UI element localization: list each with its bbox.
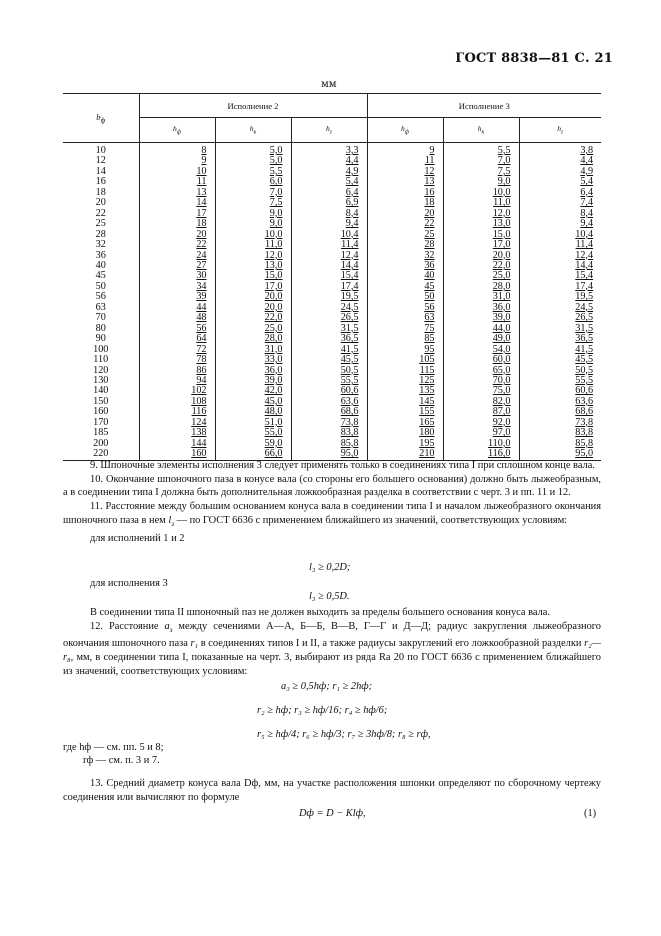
table-cell: 8,4 xyxy=(519,209,601,219)
table-cell: 60,0 xyxy=(443,355,519,365)
table-cell: 9,4 xyxy=(519,219,601,229)
sub-header-h4: $h_ф$ xyxy=(367,118,443,143)
table-row xyxy=(63,397,601,407)
table-cell: 60,6 xyxy=(519,386,601,396)
table-cell: 11 xyxy=(139,177,215,187)
table-cell: 39,0 xyxy=(443,313,519,323)
table-row xyxy=(63,240,601,250)
table-row xyxy=(63,209,601,219)
table-row xyxy=(63,376,601,386)
table-cell: 45,0 xyxy=(215,397,291,407)
table-cell: 85 xyxy=(367,334,443,344)
table-cell: 59,0 xyxy=(215,439,291,449)
table-cell: 17,0 xyxy=(443,240,519,250)
table-cell: 50,5 xyxy=(291,366,367,376)
table-cell: 56 xyxy=(367,303,443,313)
table-cell: 55,0 xyxy=(215,428,291,438)
table-cell: 31,5 xyxy=(519,324,601,334)
body-text-2 xyxy=(63,606,601,679)
table-cell: 7,0 xyxy=(215,188,291,198)
table-cell: 75,0 xyxy=(443,386,519,396)
table-cell: 16 xyxy=(95,176,106,188)
table-cell: 31,0 xyxy=(215,345,291,355)
table-cell: 28 xyxy=(367,240,443,250)
table-cell: 68,6 xyxy=(291,407,367,417)
table-cell: 18 xyxy=(95,186,106,198)
table-cell: 4,4 xyxy=(519,156,601,166)
table-cell: 28,0 xyxy=(215,334,291,344)
table-cell: 14 xyxy=(139,198,215,208)
table-cell: 20,0 xyxy=(215,292,291,302)
table-cell: 150 xyxy=(93,395,109,407)
table-cell: 11,4 xyxy=(519,240,601,250)
table-cell: 6,4 xyxy=(291,188,367,198)
table-cell: 11,0 xyxy=(215,240,291,250)
table-row xyxy=(63,261,601,271)
table-cell: 56 xyxy=(139,324,215,334)
table-cell: 97,0 xyxy=(443,428,519,438)
table-cell: 15,0 xyxy=(443,230,519,240)
table-row xyxy=(63,271,601,281)
table-cell: 10,4 xyxy=(291,230,367,240)
table-cell: 28,0 xyxy=(443,282,519,292)
table-cell: 105 xyxy=(367,355,443,365)
formula-12-line3: r₅ ≥ hф/4; r₆ ≥ hф/3; r₇ ≥ 3hф/8; r₈ ≥ rф, xyxy=(257,729,431,740)
table-cell: 144 xyxy=(139,439,215,449)
label-versions-1-2: для исполнений 1 и 2 xyxy=(90,532,185,544)
table-cell: 56 xyxy=(95,291,106,303)
table-cell: 11 xyxy=(367,156,443,166)
table-row xyxy=(63,428,601,438)
table-cell: 4,4 xyxy=(291,156,367,166)
table-row xyxy=(63,230,601,240)
table-cell: 116 xyxy=(139,407,215,417)
table-cell: 165 xyxy=(367,418,443,428)
para-13: 13. Средний диаметр конуса вала Dф, мм, на участке расположения шпонки определяют по сборочному чертежу соединения или вычисляют по формуле xyxy=(63,778,601,803)
table-cell: 140 xyxy=(93,385,109,397)
table-cell: 5,0 xyxy=(215,143,291,157)
table-cell: 73,8 xyxy=(291,418,367,428)
table-cell: 5,5 xyxy=(443,143,519,157)
table-cell: 116,0 xyxy=(443,449,519,460)
table-unit: мм xyxy=(321,79,337,90)
group-header-2: Исполнение 2 xyxy=(139,94,367,118)
table-cell: 110,0 xyxy=(443,439,519,449)
table-cell: 17,4 xyxy=(291,282,367,292)
table-cell: 66,0 xyxy=(215,449,291,460)
table-cell: 45,5 xyxy=(519,355,601,365)
table-cell: 60,6 xyxy=(291,386,367,396)
col-b-header: $b_ф$ xyxy=(63,94,139,143)
table-row xyxy=(63,313,601,323)
table-cell: 4,9 xyxy=(291,167,367,177)
table-cell: 27 xyxy=(139,261,215,271)
table-cell: 9 xyxy=(139,156,215,166)
table-cell: 65,0 xyxy=(443,366,519,376)
table-cell: 10,0 xyxy=(443,188,519,198)
table-cell: 3,3 xyxy=(291,143,367,157)
table-cell: 125 xyxy=(367,376,443,386)
table-cell: 63 xyxy=(95,301,106,313)
table-cell: 68,6 xyxy=(519,407,601,417)
table-cell: 31,5 xyxy=(291,324,367,334)
table-cell: 135 xyxy=(367,386,443,396)
table-cell: 45 xyxy=(95,270,106,282)
table-row xyxy=(63,198,601,208)
table-cell: 55,5 xyxy=(291,376,367,386)
table-cell: 13 xyxy=(367,177,443,187)
table-cell: 14,4 xyxy=(519,261,601,271)
table-row xyxy=(63,324,601,334)
table-row xyxy=(63,188,601,198)
table-row xyxy=(63,418,601,428)
table-cell: 83,8 xyxy=(519,428,601,438)
table-cell: 17 xyxy=(139,209,215,219)
body-text xyxy=(63,459,601,545)
table-row xyxy=(63,156,601,166)
table-cell: 12,0 xyxy=(443,209,519,219)
table-cell: 44,0 xyxy=(443,324,519,334)
table-cell: 170 xyxy=(93,416,109,428)
table-cell: 50,5 xyxy=(519,366,601,376)
table-cell: 10 xyxy=(139,167,215,177)
table-cell: 80 xyxy=(95,322,106,334)
table-cell: 115 xyxy=(367,366,443,376)
table-cell: 49,0 xyxy=(443,334,519,344)
table-cell: 36,0 xyxy=(443,303,519,313)
table-cell: 195 xyxy=(367,439,443,449)
table-cell: 42,0 xyxy=(215,386,291,396)
dimensions-table xyxy=(63,93,601,461)
table-cell: 70,0 xyxy=(443,376,519,386)
table-cell: 36,5 xyxy=(519,334,601,344)
formula-l3-v3: l₃ ≥ 0,5D. xyxy=(309,591,350,602)
table-cell: 20 xyxy=(139,230,215,240)
table-cell: 18 xyxy=(139,219,215,229)
table-cell: 5,4 xyxy=(291,177,367,187)
table-cell: 9,0 xyxy=(215,219,291,229)
table-row xyxy=(63,292,601,302)
table-cell: 83,8 xyxy=(291,428,367,438)
table-cell: 185 xyxy=(93,427,109,439)
table-cell: 50 xyxy=(367,292,443,302)
table-cell: 7,4 xyxy=(519,198,601,208)
table-row xyxy=(63,355,601,365)
sub-header-h3: $h_г$ xyxy=(291,118,367,143)
table-cell: 13,0 xyxy=(443,219,519,229)
table-cell: 22 xyxy=(367,219,443,229)
table-cell: 5,5 xyxy=(215,167,291,177)
table-row xyxy=(63,303,601,313)
where-line-2: rф — см. п. 3 и 7. xyxy=(83,755,160,766)
table-cell: 40 xyxy=(95,259,106,271)
table-cell: 6,0 xyxy=(215,177,291,187)
table-cell: 10 xyxy=(95,145,106,156)
table-cell: 25,0 xyxy=(215,324,291,334)
table-cell: 10,4 xyxy=(519,230,601,240)
table-row xyxy=(63,282,601,292)
table-cell: 22,0 xyxy=(215,313,291,323)
table-cell: 9,4 xyxy=(291,219,367,229)
table-cell: 20 xyxy=(367,209,443,219)
sub-header-h5: $h_к$ xyxy=(443,118,519,143)
table-cell: 41,5 xyxy=(291,345,367,355)
sub-header-h6: $h_г$ xyxy=(519,118,601,143)
table-cell: 45 xyxy=(367,282,443,292)
table-cell: 86 xyxy=(139,366,215,376)
formula-l3-v12: l₃ ≥ 0,2D; xyxy=(309,562,351,573)
table-cell: 87,0 xyxy=(443,407,519,417)
table-cell: 6,4 xyxy=(519,188,601,198)
table-cell: 41,5 xyxy=(519,345,601,355)
table-cell: 40 xyxy=(367,271,443,281)
table-cell: 5,4 xyxy=(519,177,601,187)
table-cell: 48,0 xyxy=(215,407,291,417)
table-cell: 15,0 xyxy=(215,271,291,281)
table-cell: 180 xyxy=(367,428,443,438)
table-cell: 48 xyxy=(139,313,215,323)
group-header-3: Исполнение 3 xyxy=(367,94,601,118)
table-cell: 11,0 xyxy=(443,198,519,208)
table-cell: 20,0 xyxy=(443,251,519,261)
table-row xyxy=(63,143,601,157)
table-cell: 95,0 xyxy=(519,449,601,460)
table-cell: 63,6 xyxy=(291,397,367,407)
table-cell: 36,0 xyxy=(215,366,291,376)
table-cell: 108 xyxy=(139,397,215,407)
formula-13: Dф = D − Klф, xyxy=(299,808,366,819)
table-row xyxy=(63,219,601,229)
table-row xyxy=(63,251,601,261)
table-row xyxy=(63,366,601,376)
table-cell: 10,0 xyxy=(215,230,291,240)
table-cell: 39,0 xyxy=(215,376,291,386)
table-cell: 120 xyxy=(93,364,109,376)
table-cell: 24,5 xyxy=(519,303,601,313)
table-cell: 20,0 xyxy=(215,303,291,313)
para-11: 11. Расстояние между большим основанием конуса вала в соединении типа I и началом лыжеобразного окончания шпоночного паза в нем $l_з$ — по ГОСТ 6636 с применением ближайшего из значений, соответствующих условиям: xyxy=(63,501,601,528)
table-cell: 4,9 xyxy=(519,167,601,177)
table-cell: 24 xyxy=(139,251,215,261)
table-cell: 7,5 xyxy=(215,198,291,208)
table-cell: 28 xyxy=(95,228,106,240)
table-cell: 54,0 xyxy=(443,345,519,355)
table-cell: 12,4 xyxy=(519,251,601,261)
table-cell: 44 xyxy=(139,303,215,313)
table-cell: 36 xyxy=(95,249,106,261)
table-cell: 110 xyxy=(93,354,109,366)
para-10: 10. Окончание шпоночного паза в конусе вала (со стороны его большего основания) должно быть лыжеобразным, а в соединении типа I должна быть дополнительная ложкообразная разделка в соответствии с черт. 3 и пп. 11 и 12. xyxy=(63,473,601,499)
page-header: ГОСТ 8838—81 С. 21 xyxy=(455,51,613,66)
table-cell: 9,0 xyxy=(215,209,291,219)
table-cell: 73,8 xyxy=(519,418,601,428)
table-cell: 15,4 xyxy=(291,271,367,281)
table-cell: 22 xyxy=(95,207,106,219)
table-cell: 45,5 xyxy=(291,355,367,365)
table-cell: 145 xyxy=(367,397,443,407)
equation-number: (1) xyxy=(584,808,597,819)
table-cell: 210 xyxy=(367,449,443,460)
table-cell: 22,0 xyxy=(443,261,519,271)
table-cell: 20 xyxy=(95,197,106,209)
table-cell: 6,9 xyxy=(291,198,367,208)
table-cell: 220 xyxy=(63,449,139,460)
table-cell: 33,0 xyxy=(215,355,291,365)
table-row xyxy=(63,345,601,355)
table-cell: 25,0 xyxy=(443,271,519,281)
table-cell: 55,5 xyxy=(519,376,601,386)
table-cell: 90 xyxy=(95,333,106,345)
table-cell: 95,0 xyxy=(291,449,367,460)
table-cell: 64 xyxy=(139,334,215,344)
table-cell: 11,4 xyxy=(291,240,367,250)
table-cell: 14,4 xyxy=(291,261,367,271)
formula-12-line1: a₃ ≥ 0,5hф; r₁ ≥ 2hф; xyxy=(281,681,373,692)
table-cell: 100 xyxy=(93,343,109,355)
table-cell: 102 xyxy=(139,386,215,396)
para-type-ii: В соединении типа II шпоночный паз не должен выходить за пределы большего основания конуса вала. xyxy=(90,607,550,618)
table-cell: 26,5 xyxy=(291,313,367,323)
table-cell: 19,5 xyxy=(291,292,367,302)
table-cell: 26,5 xyxy=(519,313,601,323)
table-cell: 24,5 xyxy=(291,303,367,313)
table-cell: 14 xyxy=(95,165,106,177)
table-cell: 5,0 xyxy=(215,156,291,166)
table-row xyxy=(63,167,601,177)
table-cell: 32 xyxy=(95,239,106,251)
table-cell: 51,0 xyxy=(215,418,291,428)
table-row xyxy=(63,334,601,344)
table-cell: 34 xyxy=(139,282,215,292)
table-cell: 19,5 xyxy=(519,292,601,302)
table-cell: 9 xyxy=(367,143,443,157)
table-cell: 72 xyxy=(139,345,215,355)
table-cell: 85,8 xyxy=(519,439,601,449)
table-row xyxy=(63,386,601,396)
table-cell: 8 xyxy=(139,143,215,157)
table-cell: 25 xyxy=(95,218,106,230)
sub-header-h1: $h_ф$ xyxy=(139,118,215,143)
table-cell: 155 xyxy=(367,407,443,417)
table-cell: 36 xyxy=(367,261,443,271)
where-line-1: где hф — см. пп. 5 и 8; xyxy=(63,742,164,753)
table-cell: 13 xyxy=(139,188,215,198)
para-12: 12. Расстояние $a_з$ между сечениями А—А, Б—Б, В—В, Г—Г и Д—Д; радиус закругления лыжеобразного окончания шпоночного паза r₁ в соединениях типов I и II, а также радиусы закруглений его ложкообразной разделки r₂—r₈, мм, в соединении типа I, показанные на черт. 3, выбирают из ряда Ra 20 по ГОСТ 6636 с применением ближайшего из значений, соответствующих условиям: xyxy=(63,620,601,677)
table-cell: 12 xyxy=(367,167,443,177)
table-cell: 22 xyxy=(139,240,215,250)
table-cell: 70 xyxy=(95,312,106,324)
table-row xyxy=(63,407,601,417)
formula-12-line2: r₂ ≥ hф; r₃ ≥ hф/16; r₄ ≥ hф/6; xyxy=(257,705,388,716)
table-cell: 50 xyxy=(95,280,106,292)
table-cell: 16 xyxy=(367,188,443,198)
table-cell: 160 xyxy=(139,449,215,460)
table-row xyxy=(63,177,601,187)
table-cell: 7,0 xyxy=(443,156,519,166)
table-cell: 130 xyxy=(93,374,109,386)
table-cell: 32 xyxy=(367,251,443,261)
table-cell: 8,4 xyxy=(291,209,367,219)
table-cell: 85,8 xyxy=(291,439,367,449)
table-cell: 39 xyxy=(139,292,215,302)
table-cell: 9,0 xyxy=(443,177,519,187)
table-cell: 78 xyxy=(139,355,215,365)
table-cell: 17,4 xyxy=(519,282,601,292)
table-cell: 12 xyxy=(95,155,106,167)
table-cell: 12,4 xyxy=(291,251,367,261)
table-cell: 12,0 xyxy=(215,251,291,261)
table-cell: 30 xyxy=(139,271,215,281)
table-cell: 82,0 xyxy=(443,397,519,407)
table-cell: 200 xyxy=(93,437,109,449)
table-cell: 94 xyxy=(139,376,215,386)
table-cell: 138 xyxy=(139,428,215,438)
table-cell: 25 xyxy=(367,230,443,240)
table-cell: 31,0 xyxy=(443,292,519,302)
para-9: 9. Шпоночные элементы исполнения 3 следует применять только в соединениях типа I при сплошном конце вала. xyxy=(90,460,595,471)
table-cell: 3,8 xyxy=(519,143,601,157)
table-row xyxy=(63,439,601,449)
table-cell: 18 xyxy=(367,198,443,208)
table-cell: 92,0 xyxy=(443,418,519,428)
label-version-3: для исполнения 3 xyxy=(90,578,168,589)
table-cell: 17,0 xyxy=(215,282,291,292)
table-cell: 15,4 xyxy=(519,271,601,281)
table-cell: 95 xyxy=(367,345,443,355)
table-cell: 13,0 xyxy=(215,261,291,271)
table-cell: 36,5 xyxy=(291,334,367,344)
table-cell: 75 xyxy=(367,324,443,334)
table-cell: 7,5 xyxy=(443,167,519,177)
sub-header-h2: $h_к$ xyxy=(215,118,291,143)
table-cell: 63,6 xyxy=(519,397,601,407)
table-cell: 63 xyxy=(367,313,443,323)
table-cell: 160 xyxy=(93,406,109,418)
table-cell: 124 xyxy=(139,418,215,428)
